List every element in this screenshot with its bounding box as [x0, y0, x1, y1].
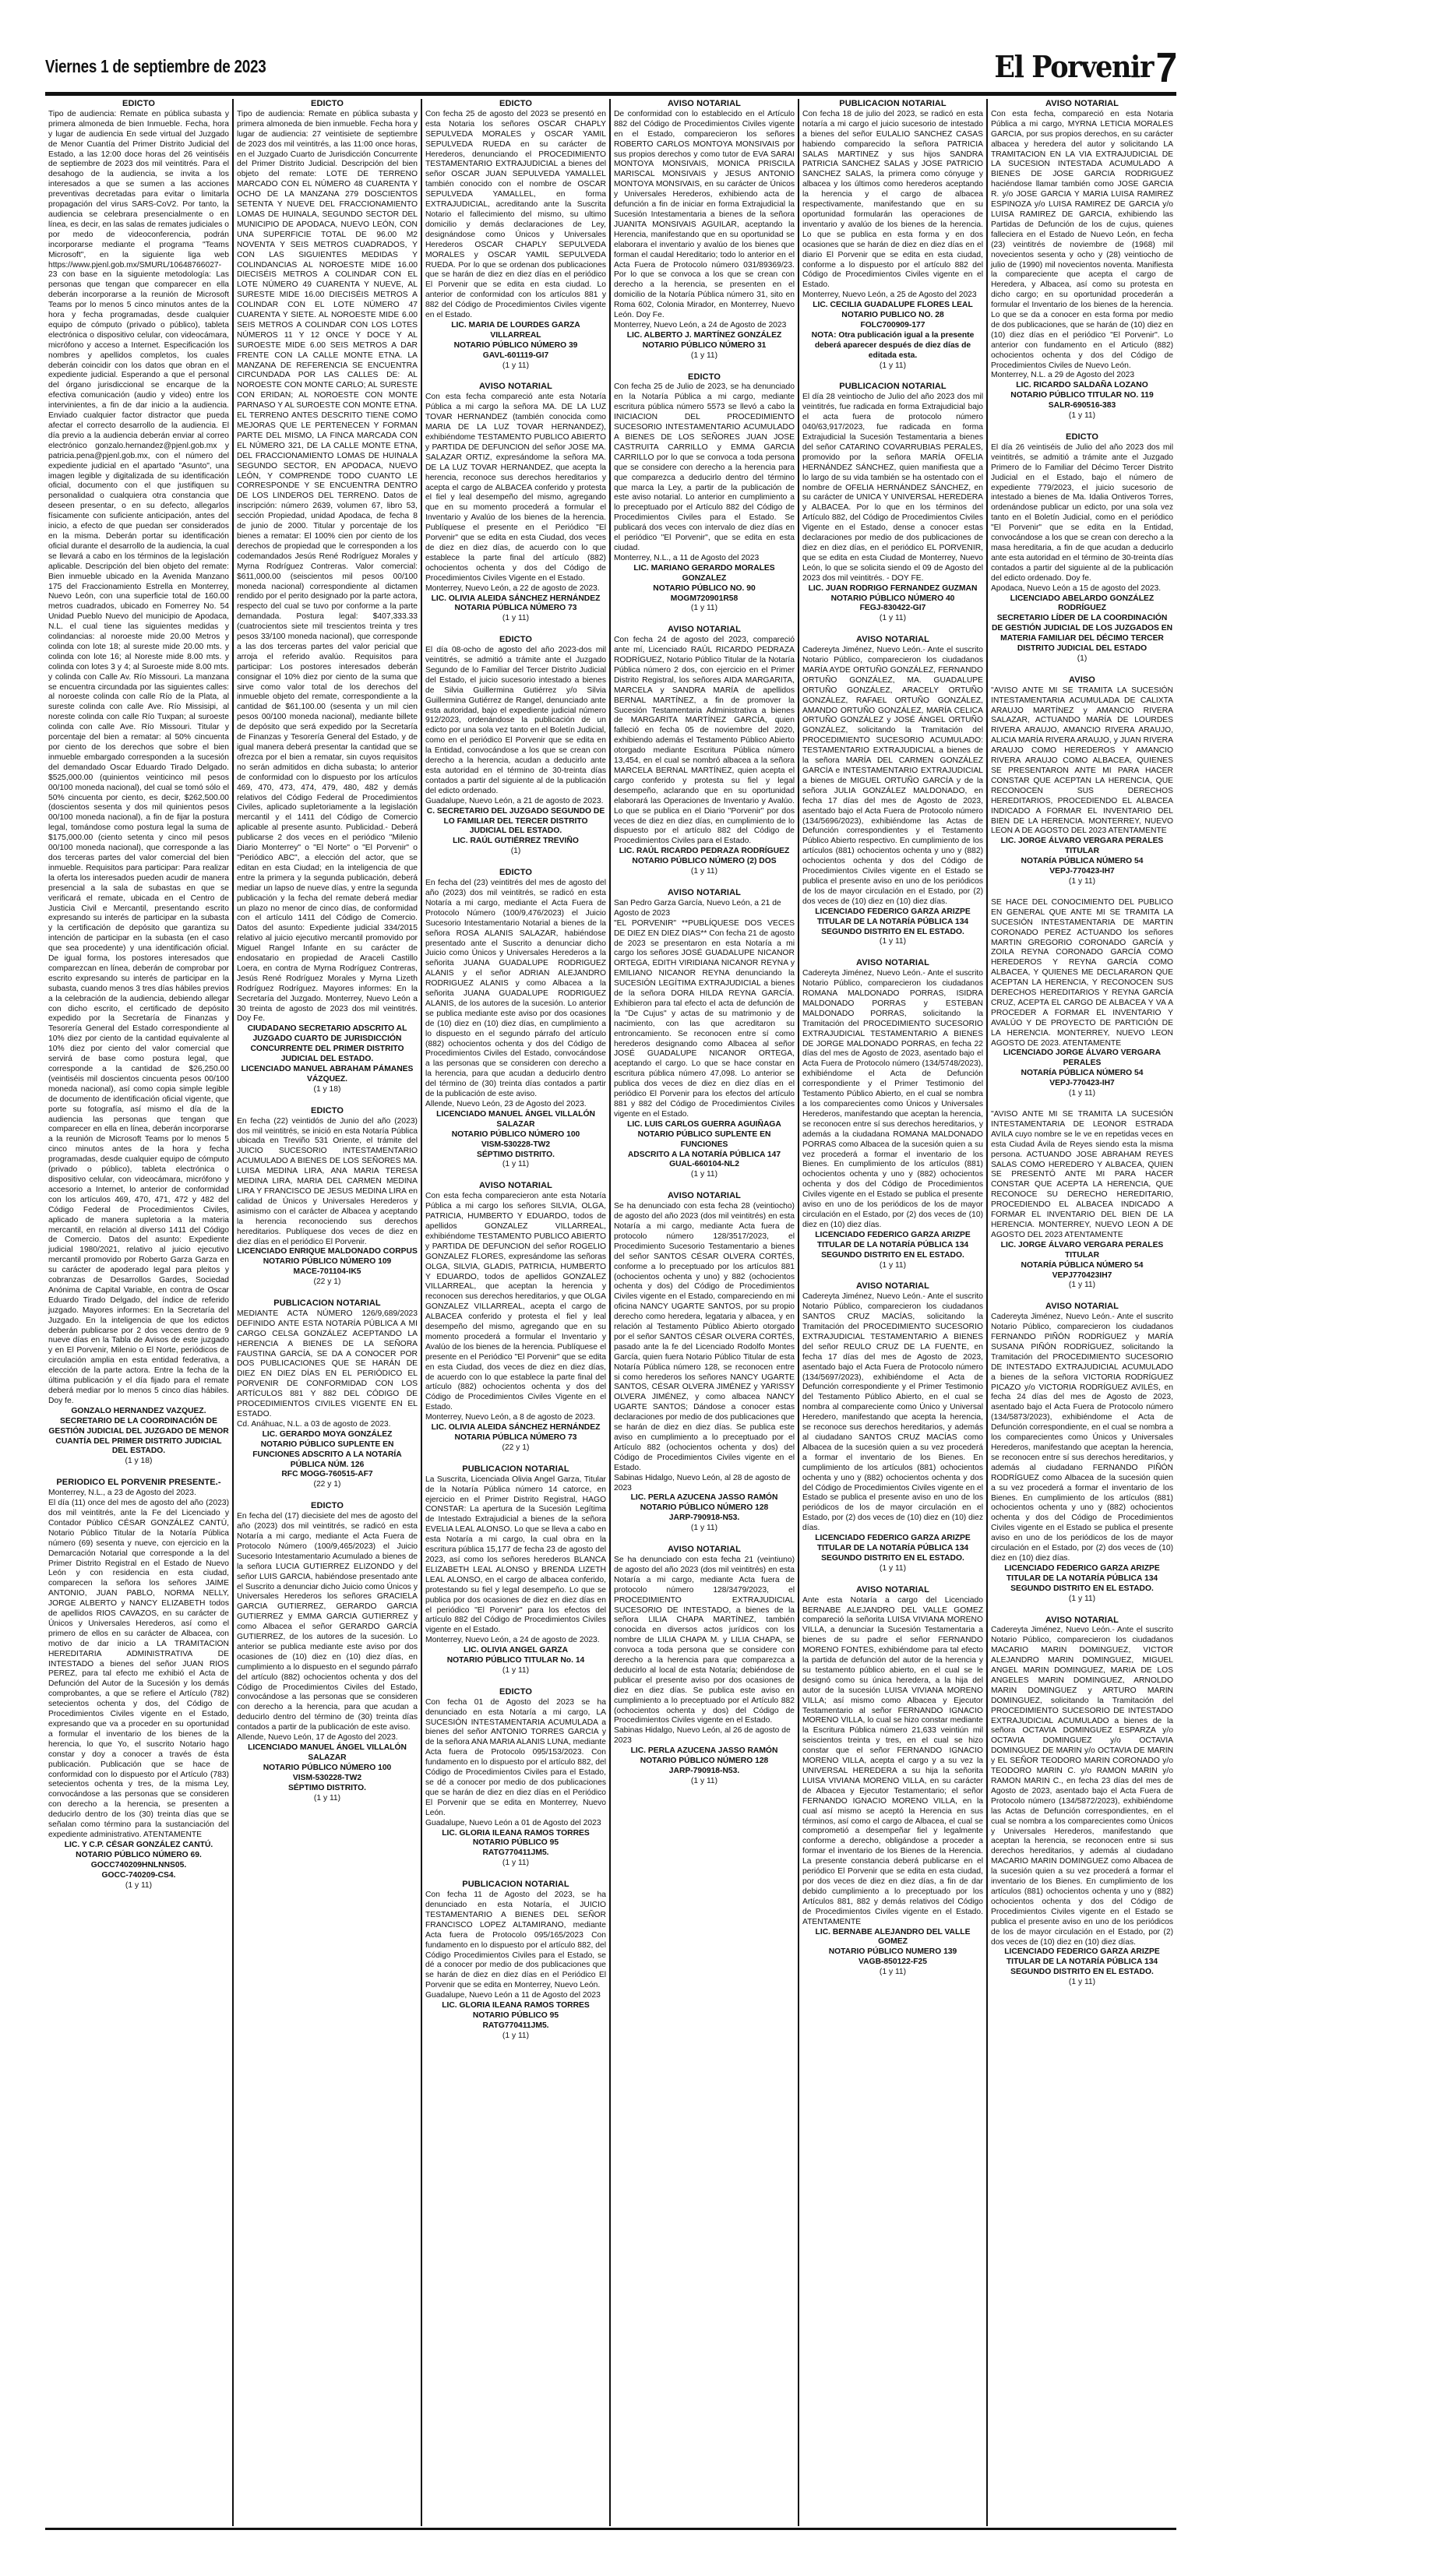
notice-body: Con esta fecha compareció ante esta Notaría Pública a mi cargo la señora MA. DE LA LUZ TOVAR HERNANDEZ (también conocida como MARIA DE LA LUZ TOVAR HERNANDEZ), exhibiéndome TESTAMENTO PUBLICO ABIERTO y PARTIDA DE DEFUNCION del señor JOSE MA. SALAZAR ORTIZ, expresándome la señora MA. DE LA LUZ TOVAR HERNANDEZ, que acepta la herencia, reconoce sus derechos hereditarios y acepta el cargo de ALBACEA conferido y protesta el fiel y leal desempeño del mismo, agregando que en su momento procederá a formular el Inventario y Avalúo de los bienes de la herencia. Publíquese el presente en el Periódico "El Porvenir" que se edita en esta Ciudad, dos veces de diez en diez días, de acuerdo con lo que establece la parte final del artículo (882) ochocientos ochenta y dos del Código de Procedimientos Civiles Vigente en el Estado. — [425, 393, 606, 583]
notice-signature-line: NOTARIO PÚBLICO NÚMERO 100 — [451, 1129, 580, 1139]
legal-notice — [425, 382, 606, 624]
legal-notice — [425, 99, 606, 371]
notice-body: Con fecha 25 de agosto del 2023 se presentó en esta Notaria los señores OSCAR CHAPLY SEPULVEDA MORALES y OSCAR YAMIL SEPULVEDA RUEDA en su carácter de Herederos, denunciando el PROCEDIMIENTO TESTAMENTARIO EXTRAJUDICIAL a bienes del señor OSCAR JUAN SEPULVEDA YAMALLEL también conocido con el nombre de OSCAR SEPULVEDA YAMALLEL, en forma EXTRAJUDICIAL, acreditando ante la Suscrita Notario el fallecimiento del mismo, su ultimo domicilio y demás declaraciones de Ley, designándose como Únicos y Universales Herederos OSCAR CHAPLY SEPULVEDA MORALES y OSCAR YAMIL SEPULVEDA RUEDA. Por lo que se ordenan dos publicaciones que se harán de diez en diez días en el periódico El Porvenir que se edita en esta ciudad. Lo anterior de conformidad con los artículos 881 y 882 del Código de Procedimientos Civiles vigente en el Estado. — [425, 109, 606, 320]
legal-notice — [614, 1545, 795, 1787]
notice-signature-line: RATG770411JM5. — [482, 1848, 549, 1858]
notice-signature-line: ADSCRITO A LA NOTARÍA PÚBLICA 147 — [627, 1150, 781, 1159]
notice-signature-line: LICENCIADO FEDERICO GARZA ARIZPE — [1004, 1563, 1160, 1573]
notice-heading: PUBLICACION NOTARIAL — [839, 382, 947, 392]
notice-signature-line: LICENCIADO FEDERICO GARZA ARIZPE — [815, 1230, 971, 1239]
notice-signature-line: JARP-790918-N53. — [668, 1767, 740, 1775]
notice-heading: EDICTO — [499, 868, 532, 878]
notice-body: Se ha denunciado con esta fecha 21 (veintiuno) de agosto del año 2023 (dos mil veintitrés) en esta Notaría a mi cargo, mediante Acta fuera de protocolo número 128/3479/2023, el PROCEDIMIENTO EXTRAJUDICIAL SUCESORIO DE INTESTADO, a bienes de la señora LILIA CHAPA MARTÍNEZ, también conocida en diversos actos jurídicos con los nombre de LILIA CHAPA M. y LILIA CHAPA, se convoca a toda persona que se considere con derecho a la herencia para que comparezca a deducirlo al local de esta Notaría; debiéndose de publicar el presente aviso por dos ocasiones de diez en diez días. Se publica este aviso en cumplimiento a lo preceptuado por el Artículo 882 (ochocientos ochenta y dos) del Código de Procedimientos Civiles vigente en el Estado. — [614, 1555, 795, 1725]
notice-body: En fecha (22) veintidós de Junio del año (2023) dos mil veintitrés, se inició en esta Notaría Pública ubicada en Treviño 531 Oriente, el trámite del JUICIO SUCESORIO INTESTAMENTARIO ACUMULADO A BIENES DE LOS SEÑORES MA. LUISA MEDINA LIRA, ANA MARIA TERESA MEDINA LIRA, MARIA DEL CARMEN MEDINA LIRA Y FRANCISCO DE JESUS MEDINA LIRA en calidad de Únicos y Universales Herederos y asimismo con el carácter de Albacea y aceptando la herencia reconociendo sus derechos hereditarios. Publíquese dos veces de diez en diez días en el periódico El Porvenir. — [237, 1116, 418, 1246]
notice-signature-line: GAVL-601119-GI7 — [482, 351, 549, 360]
publication-dates: (1 y 11) — [1068, 1978, 1096, 1987]
notice-signature-line: TITULAR DE LA NOTARÍA PÚBLICA 134 — [1006, 1573, 1158, 1583]
notice-signature-line: LIC. RICARDO SALDAÑA LOZANO — [1016, 381, 1148, 390]
notice-signature-line: NOTARIO PÚBLICO NÚMERO 31 — [642, 340, 767, 350]
legal-notice — [802, 635, 983, 947]
notice-place-date: Allende, Nuevo León, 23 de Agosto del 2023. — [425, 1100, 587, 1108]
notice-body: Cadereyta Jiménez, Nuevo León.- Ante el suscrito Notario Público, comparecieron los ciudadanos SANTOS CRUZ MACÍAS, solicitando la Tramitación del PROCEDIMIENTO SUCESORIO EXTRAJUDICIAL TESTAMENTARIO A BIENES del señor REULO CRUZ DE LA FUENTE, en fecha 17 días del mes de Agosto de 2023, asentado bajo el Acta Fuera de Protocolo número (134/5697/2023), exhibiéndome el Acta de Defunción correspondiente y el Primer Testimonio del Testamento Público Abierto, en el cual se nombra al compareciente como Único y Universal Heredero, manifestando que acepta la herencia, se reconoce sus derechos hereditarios, y además al ciudadano SANTOS CRUZ MACÍAS como Albacea de la sucesión quien a su vez procederá a formar el inventario de los Bienes. En cumplimiento de los artículos (881) ochocientos ochenta y uno y (882) ochocientos ochenta y dos del Código de Procedimientos Civiles vigente en el Estado se publica el presente aviso en uno de los periódicos de los de mayor circulación en el Estado, por (2) dos veces de (10) diez en (10) diez días. — [802, 1292, 983, 1533]
notice-heading: EDICTO — [499, 635, 532, 645]
publication-dates: (1 y 11) — [125, 1880, 153, 1890]
column-3 — [422, 99, 611, 2526]
notice-signature-line: NOTARIO PÚBLICO NÚMERO 69. — [76, 1850, 202, 1859]
notice-place-date: Cd. Anáhuac, N.L. a 03 de agosto de 2023. — [237, 1419, 391, 1429]
notice-signature-line: VEPJ-770423-IH7 — [1049, 867, 1115, 876]
notice-place-date: Monterrey, Nuevo León, a 24 de Agosto de 2023 — [614, 320, 787, 329]
notice-signature-line: LIC. RAÚL GUTIÉRREZ TREVIÑO — [453, 837, 579, 846]
notice-place-date: Sabinas Hidalgo, Nuevo León, al 26 de agosto de 2023 — [614, 1726, 791, 1746]
notice-signature-line: NOTARIO PÚBLICO TITULAR NO. 119 — [1010, 391, 1154, 400]
notice-place-date: Monterrey, N.L. a 29 de Agosto del 2023 — [991, 371, 1135, 380]
notice-signature-line: LIC. GERARDO MOYA GONZÁLEZ — [262, 1429, 393, 1439]
legal-notice — [991, 675, 1173, 887]
notice-heading: EDICTO — [688, 372, 721, 382]
publication-dates: (1 y 11) — [1068, 1594, 1096, 1603]
notice-signature-line: LIC. LUIS CARLOS GUERRA AGUIÑAGA — [627, 1119, 781, 1129]
notice-heading: PUBLICACION NOTARIAL — [462, 1880, 569, 1890]
notice-heading: EDICTO — [499, 99, 532, 108]
legal-notice — [802, 1585, 983, 1978]
notice-signature-line: LICENCIADO MANUEL ÁNGEL VILLALÓN SALAZAR — [248, 1743, 407, 1762]
notice-signature-line: LIC. GLORIA ILEANA RAMOS TORRES — [442, 1828, 590, 1838]
notice-signature-line: CIUDADANO SECRETARIO ADSCRITO AL JUZGADO CUARTO DE JURISDICCIÓN CONCURRENTE DEL PRIMER DISTRITO JUDICIAL DEL ESTADO. — [247, 1024, 407, 1064]
notice-body: "AVISO ANTE MI SE TRAMITA LA SUCESIÓN INTESTAMENTARIA ACUMULADA DE CALIXTA ARAUJO MARTÍNEZ y AMANCIO RIVERA SALAZAR, ACTUANDO MARÍA DE LOURDES RIVERA ARAUJO, AMANCIO RIVERA ARAUJO, ALICIA MARÍA RIVERA ARAUJO, y JUAN RIVERA ARAUJO COMO HEREDEROS Y AMANCIO RIVERA ARAUJO COMO ALBACEA, QUIENES SE PRESENTARON ANTE MI PARA HACER CONSTAR QUE ACEPTAN LA HERENCIA, QUE RECONOCEN SUS DERECHOS HEREDITARIOS, PROCEDIENDO EL ALBACEA INDICADO A FORMAR EL INVENTARIO DEL BIEN DE LA HERENCIA. MONTERREY, NUEVO LEON A DE AGOSTO DEL 2023 ATENTAMENTE — [991, 685, 1173, 836]
notice-heading: AVISO NOTARIAL — [1045, 1302, 1119, 1312]
legal-notice — [802, 99, 983, 371]
notice-body: Con fecha 25 de Julio de 2023, se ha denunciado en la Notaría Pública a mi cargo, mediante escritura pública número 5573 se llevó a cabo la INICIACION DEL PROCEDIMIENTO SUCESORIO INTESTAMENTARIO ACUMULADO A BIENES DE LOS SEÑORES JUAN JOSE CASTRUITA CARRILLO y EMMA GARCIA CARRILLO por lo que se convoca a toda persona que se considere con derecho a la herencia para que comparezca a deducirlo dentro del término que marca la Ley, a partir de la publicación de este aviso notarial. Lo anterior en cumplimiento a lo preceptuado por el Artículo 882 del Código de Procedimientos Civiles para el Estado. Se publicará dos veces con intervalo de diez días en el periódico "El Porvenir", que se edita en esta ciudad. — [614, 382, 795, 552]
column-2 — [234, 99, 422, 2526]
notice-signature-line: NOTA: Otra publicación igual a la presente deberá aparecer después de diez días de editada esta. — [811, 330, 975, 360]
notice-signature-line: LIC. BERNABE ALEJANDRO DEL VALLE GOMEZ — [815, 1927, 971, 1947]
notice-signature-line: LIC. GLORIA ILEANA RAMOS TORRES — [442, 2001, 590, 2010]
notice-signature-line: GOCC740209HNLNNS05. — [90, 1860, 187, 1869]
notice-signature-line: NOTARÍA PÚBLICA NÚMERO 54 — [1021, 1069, 1144, 1078]
notice-signature-line: TITULAR DE LA NOTARÍA PÚBLICA 134 — [816, 1543, 969, 1552]
publication-dates: (22 y 1) — [313, 1277, 341, 1287]
legal-notice — [802, 382, 983, 624]
notice-signature-line: NOTARIO PÚBLICO 95 — [472, 1838, 559, 1848]
publication-dates: (1 y 11) — [1068, 1089, 1096, 1098]
publication-dates: (1 y 11) — [879, 614, 907, 623]
notice-heading: EDICTO — [311, 99, 344, 108]
notice-place-date: Monterrey, Nuevo León, a 22 de agosto de 2023. — [425, 583, 600, 593]
legal-notice — [425, 635, 606, 857]
notice-body: Con fecha 24 de agosto del 2023, compareció ante mí, Licenciado RAÚL RICARDO PEDRAZA RODRÍGUEZ, Notario Público Titular de la Notaría Pública número 2 dos, con ejercicio en el Primer Distrito Registral, los señores AIDA MARGARITA, MARCELA y SANDRA MARÍA de apellidos BERNAL MARTÍNEZ, a fin de promover la Sucesión Testamentaria Administrativa a bienes de MARGARITA MARTÍNEZ GARCÍA, quien falleció en fecha 05 de noviembre del 2020, exhibiendo además el Testamento Público Abierto otorgado mediante Escritura Pública número 13,454, en el cual se nombró albacea a la señora MARCELA BERNAL MARTÍNEZ, quien acepta el cargo conferido y protesta su fiel y legal desempeño, aclarando que en su oportunidad elaborará las Operaciones de Inventario y Avalúo. Lo que se publica en el Diario "Porvenir" por dos veces de diez en diez días, en cumplimiento de lo dispuesto por el artículo 882 del Código de Procedimientos Civiles para el Estado. — [614, 636, 795, 846]
notice-signature-line: NOTARIA PÚBLICA NÚMERO 73 — [454, 604, 577, 613]
notice-signature-line: MOGM720901R58 — [670, 594, 739, 603]
notice-signature-line: NOTARIO PÚBLICO NÚMERO 128 — [640, 1503, 769, 1513]
legal-notice — [425, 1687, 606, 1869]
notice-body: La Suscrita, Licenciada Olivia Angel Garza, Titular de la Notaría Pública número 14 catorce, en ejercicio en el Primer Distrito Registral, HAGO CONSTAR: La apertura de la Sucesión Legítima de Intestado Extrajudicial a bienes de la señora EVELIA LEAL ALONSO. Lo que se lleva a cabo en esta Notaría a mi cargo, la cual obra en la escritura pública 15,177 de fecha 23 de agosto del 2023, así como los señores herederos BLANCA ELIZABETH LEAL ALONSO y BRENDA LIZETH LEAL ALONSO, en el cargo de albacea conferido, protestando su fiel y legal desempeño. Lo que se publica por dos ocasiones de diez en diez días en el periódico "El Porvenir" para los efectos del artículo 882 del Código de Procedimientos Civiles vigente en el Estado. — [425, 1475, 606, 1635]
notice-place-date: Allende, Nuevo León, 17 de Agosto del 2023. — [237, 1733, 398, 1743]
notice-place-date: Guadalupe, Nuevo León a 11 de Agosto del 2023 — [425, 1991, 601, 2000]
notice-signature-line: TITULAR DE LA NOTARÍA PÚBLICA 134 — [1006, 1958, 1158, 1967]
legal-notice — [614, 372, 795, 615]
masthead — [45, 37, 1176, 93]
notice-signature-line: FOLC700909-177 — [860, 320, 925, 329]
notice-signature-line: NOTARIO PÚBLICO NO. 90 — [653, 583, 756, 593]
publication-dates: (1 y 18) — [125, 1457, 153, 1466]
notice-heading: AVISO — [1069, 675, 1095, 685]
notice-body: El día 28 veintiocho de Julio del año 2023 dos mil veintitrés, fue radicada en forma Extrajudicial bajo el acta fuera de protocolo número 040/63,917/2023, fue radicada en forma Extrajudicial la Sucesión Testamentaria a bienes del señor CATARINO COVARRUBIAS PERALES, promovido por la señora MARÍA OFELIA HERNÁNDEZ SÁNCHEZ, quien manifiesta que a lo largo de su vida también se ha ostentado con el nombre de OFELIA HERNÁNDEZ SÁNCHEZ, en su carácter de UNICA Y UNIVERSAL HEREDERA y ALBACEA. Por lo que en los términos del Artículo 882, del Código de Procedimientos Civiles Vigente en el Estado, dense a conocer estas declaraciones por medio de dos publicaciones de diez en diez días, en el periódico EL PORVENIR, que se edita en esta Ciudad de Monterrey, Nuevo León, lo que se solicita siendo el 09 de Agosto del 2023 dos mil veintitrés. - DOY FE. — [802, 393, 983, 583]
notice-signature-line: SEGUNDO DISTRITO EN EL ESTADO. — [821, 1553, 964, 1563]
column-6 — [988, 99, 1176, 2526]
notice-place-date: Sabinas Hidalgo, Nuevo León, al 28 de agosto de 2023 — [614, 1473, 791, 1492]
notice-signature-line: LIC. PERLA AZUCENA JASSO RAMÓN — [630, 1493, 778, 1503]
legal-notice — [991, 99, 1173, 421]
notice-signature-line: NOTARIO PÚBLICO NÚMERO 100 — [263, 1763, 392, 1772]
notice-signature-line: NOTARIO PÚBLICO 95 — [472, 2010, 559, 2020]
publication-dates: (1 y 11) — [690, 1776, 718, 1785]
notice-signature-line: NOTARIO PÚBLICO NÚMERO 40 — [830, 594, 955, 603]
notice-heading: AVISO NOTARIAL — [668, 625, 741, 635]
notice-body: El día (11) once del mes de agosto del año (2023) dos mil veintitrés, ante la Fe del Licenciado y Contador Público CÉSAR GONZÁLEZ CANTÚ, Notario Público Titular de la Notaría Pública número (69) sesenta y nueve, con ejercicio en la Demarcación Notarial que corresponde a la del Primer Distrito Registral en el Estado de Nuevo León y con residencia en esta ciudad, comparecen la señora los señores JAIME ANTONIO, JUAN PABLO, NORMA NELLY, JORGE ALBERTO y NANCY ELIZABETH todos de apellidos RIOS CAVAZOS, en su carácter de Únicos y Universales Herederos, así como el primero de ellos en su carácter de Albacea, con motivo de dar inicio a LA TRAMITACION HEREDITARIA ADMINISTRATIVA DE INTESTADO a bienes del señor JUAN RIOS PEREZ, para tal efecto me exhibió el Acta de Defunción del Autor de la Sucesión y los demás comprobantes, a que se refiere el Artículo (782) setecientos ochenta y dos, del Código de Procedimientos Civiles vigente en el Estado, expresando que va a proceder en su oportunidad a formular el inventario de los bienes de la herencia, lo que Yo, el suscrito Notario hago constar y doy a conocer a través de ésta publicación. Publicación que se hace de conformidad con lo dispuesto por el Artículo (783) setecientos ochenta y tres, de la misma Ley, convocándose a las personas que se consideren con derecho a la herencia, se presenten a deducirlo dentro de los (30) treinta días que se señalan como término para la sustanciación del expediente administrativo. ATENTAMENTE — [48, 1499, 229, 1839]
notice-signature-line: LIC. CECILIA GUADALUPE FLORES LEAL — [813, 301, 973, 310]
notice-signature-line: TITULAR — [1064, 1250, 1100, 1260]
notice-body: "AVISO ANTE MI SE TRAMITA LA SUCESIÓN INTESTAMENTARIA DE LEONOR ESTRADA AVILA cuyo nombre se le ve en repetidas veces en esta Ciudad Ávila de Reyes siendo esta la misma persona. ACTUANDO JOSE ABRAHAM REYES SALAS COMO HEREDERO Y ALBACEA, QUIEN SE PRESENTÓ ANTE MI PARA HACER CONSTAR QUE ACEPTA LA HERENCIA, QUE RECONOCE SU DERECHO HEREDITARIO, PROCEDIENDO EL ALBACEA INDICADO A FORMAR EL INVENTARIO DEL BIEN DE LA HERENCIA. MONTERREY, NUEVO LEON A DE AGOSTO DEL 2023 ATENTAMENTE — [991, 1110, 1173, 1239]
notice-signature-line: LICENCIADO MANUEL ABRAHAM PÁMANES VÁZQUEZ. — [241, 1065, 414, 1084]
notice-signature-line: GOCC-740209-CS4. — [101, 1870, 176, 1880]
notice-signature-line: LIC. MARIA DE LOURDES GARZA VILLARREAL — [451, 320, 580, 340]
publication-dates: (1 y 11) — [879, 361, 907, 370]
notice-place-date: Monterrey, Nuevo León, a 24 de agosto de 2023. — [425, 1636, 600, 1645]
legal-notice — [237, 1299, 418, 1490]
notice-place-date: Monterrey, Nuevo León, a 25 de Agosto del 2023 — [802, 291, 977, 300]
notice-signature-line: FEGJ-830422-GI7 — [859, 604, 926, 613]
notice-signature-line: SECRETARIO DE LA COORDINACIÓN DE GESTIÓN JUDICIAL DEL JUZGADO DE MENOR CUANTÍA DEL PRIMER DISTRITO JUDICIAL DEL ESTADO. — [48, 1416, 229, 1456]
notice-signature-line: LICENCIADO FEDERICO GARZA ARIZPE — [815, 1534, 971, 1543]
publication-dates: (1 y 11) — [879, 1563, 907, 1573]
legal-notice — [425, 1181, 606, 1453]
notice-body: El día 08-ocho de agosto del año 2023-dos mil veintitrés, se admitió a trámite ante el Juzgado Segundo de lo Familiar del Tercer Distrito Judicial del Estado, el juicio sucesorio intestado a bienes de Silvia Guillermina Gutiérrez y/o Silvia Guillermina Gutiérrez de Rangel, denunciado ante esta autoridad, bajo el expediente judicial número 912/2023, ordenándose la publicación de un edicto por una sola vez tanto en el Boletín Judicial, como en el periódico El Porvenir que se edita en la Entidad, convocándose a los que se crean con derecho a la herencia, acudan a deducirlo ante esta autoridad en el término de 30-treinta días contados a partir del siguiente al de la publicación del edicto ordenado. — [425, 646, 606, 795]
notice-signature-line: LIC. Y C.P. CÉSAR GONZÁLEZ CANTÚ. — [64, 1840, 213, 1849]
notice-body: El día 26 veintiséis de Julio del año 2023 dos mil veintitrés, se admitió a trámite ante el Juzgado Primero de lo Familiar del Décimo Tercer Distrito Judicial en el Estado, bajo el número de expediente 779/2023, el juicio sucesorio de intestado a bienes de Ma. Idalia Ontiveros Torres, ordenándose publicar un edicto, por una sola vez tanto en el Boletín Judicial, como en el periódico "El Porvenir" que se edita en la Entidad, convocándose a los que se crean con derecho a la masa hereditaria, a fin de que acudan a deducirlo ante esta autoridad en el término de 30-treinta días contados a partir del siguiente al de la publicación del edicto ordenado. Doy fe. — [991, 442, 1173, 583]
notice-place-date: Monterrey, N.L., a 11 de Agosto del 2023 — [614, 553, 760, 562]
notice-body: Con esta fecha, compareció en esta Notaria Pública a mi cargo, MYRNA LETICIA MORALES GARCIA, por sus propios derechos, en su carácter albacea y heredera del autor y solicitando LA TRAMITACION EN LA VIA EXTRAJUDICIAL DE LA SUCESION INTESTADA ACUMULADO A BIENES DE JOSE GARCIA RODRIGUEZ haciéndose llamar también como JOSE GARCIA R. y/o JOSE GARCIA Y MARIA LUISA RAMIREZ ESPINOZA y/o LUISA RAMIREZ DE GARCIA y/o LUISA RAMIREZ DE GARCIA, exhibiendo las Partidas de Defunción de los de cujus, quienes falleciera en el Estado de Nuevo León, en fecha (23) veintitrés de noviembre de (1968) mil novecientos sesenta y ocho y (28) veintiocho de julio de (1990) mil novecientos noventa. Manifiesta la compareciente que acepta el cargo de Heredera, y Albacea, así como su protesta en dicho cargo; en su oportunidad procederán a formular el Inventario de los bienes de la herencia. Lo que se da a conocer en esta forma por medio de dos publicaciones, que se harán de (10) diez en (10) diez días en el periódico "El Porvenir". Lo anterior con fundamento en el Articulo (882) ochocientos ochenta y dos del Código de Procedimientos Civiles de Nuevo León. — [991, 109, 1173, 370]
notice-signature-line: LICENCIADO FEDERICO GARZA ARIZPE — [1004, 1947, 1160, 1957]
notice-body: Ante esta Notaría a cargo del Licenciado BERNABE ALEJANDRO DEL VALLE GOMEZ compareció la señorita LUISA VIVIANA MORENO VILLA, a denunciar la Sucesión Testamentaria a bienes de su padre el señor FERNANDO MORENO FONTES, exhibiéndome para tal efecto la partida de defunción del autor de la herencia y su testamento público abierto, en el cual se le designó como su única heredera, a la hija del autor de la sucesión LUISA VIVIANA MORENO VILLA; así mismo como Albacea y Ejecutor Testamentario al señor FERNANDO IGNACIO MORENO VILLA, lo cual se hizo constar mediante la Escritura Pública número 21,633 veintiún mil seiscientos treinta y tres, en el cual se hizo constar que el señor FERNANDO IGNACIO MORENO VILLA, acepta el cargo y a su vez la UNIVERSAL HEREDERA a su hija la señorita LUISA VIVIANA MORENO VILLA, en su carácter de Albacea y Ejecutor Testamentario; el señor FERNANDO IGNACIO MORENO VILLA, en la cual así mismo se aceptó la Herencia en sus términos, así como el cargo de Albacea, el cual se comprometió a desempeñar fiel y legalmente conforme a derecho, obligándose a proceder a formar el inventario de los Bienes de la Herencia. La presente constancia deberá publicarse en el periódico El Porvenir que se edita en esta ciudad, por dos veces de diez en diez días, a fin de dar debido cumplimiento a lo preceptuado por los Artículos 881, 882 y demás relativos del Código de Procedimientos Civiles vigente en el Estado. ATENTAMENTE — [802, 1595, 983, 1926]
notice-signature-line: LIC. OLIVIA ANGEL GARZA — [463, 1646, 569, 1655]
legal-notice — [237, 1501, 418, 1803]
notice-signature-line: TITULAR DE LA NOTARÍA PÚBLICA 134 — [816, 917, 969, 926]
notice-signature-line: SALR-690516-383 — [1048, 401, 1116, 411]
notice-signature-line: LIC. PERLA AZUCENA JASSO RAMÓN — [630, 1746, 778, 1756]
notice-heading: PUBLICACION NOTARIAL — [462, 1464, 569, 1474]
notice-signature-line: VEPJ770423IH7 — [1052, 1270, 1112, 1280]
notice-signature-line: LICENCIADO ENRIQUE MALDONADO CORPUS — [237, 1247, 418, 1256]
notice-body: Con fecha 01 de Agosto del 2023 se ha denunciado en esta Notaría a mi cargo, LA SUCESIÓN INTESTAMENTARIA ACUMULADA a bienes del señor ANTONIO TORRES GARCIA y de la señora ANA MARIA ALANIS LUNA, mediante Acta fuera de Protocolo 095/153/2023. Con fundamento en lo dispuesto por el artículo 882, del Código de Procedimientos Civiles para el Estado, se dé a conocer por medio de dos publicaciones que se harán de diez en diez días en el Periódico El Porvenir que se edita en Monterrey, Nuevo León. — [425, 1697, 606, 1817]
notice-body: Tipo de audiencia: Remate en pública subasta y primera almoneda de bien Inmueble. Fecha, hora y lugar de audiencia En sede virtual del Juzgado de Menor Cuantía del Primer Distrito Judicial del Estado, a las 12:00 doce horas del 26 veintiséis de septiembre de 2023 dos mil veintitrés. Para el desahogo de la audiencia, se invita a los interesados a que se sumen a las acciones preventivas decretadas para evitar o limitarla propagación del virus SARS-CoV2. Por tanto, la audiencia se celebrara presencialmente o en línea, es decir, en las salas de remates judiciales o por medo de videoconferencia, podrán incorporarse mediante el programa "Teams Microsoft", en la siguiente liga web https://www.pjenl.gob.mx/SMURL/10648766027-23 con base en la siguiente metodología: Las personas que tengan que comparecer en ella deberán incorporarse a la reunión de Microsoft Teams por lo menos 5 cinco minutos antes de la hora y fecha programadas, desde cualquier equipo de cómputo (privado o público), tableta electrónica o dispositivo celular, con videocámara, micrófono y acceso a Internet. Especificación los nombres y apellidos completos, los cuales deberán coincidir con los datos que obran en el expediente judicial. Esperando a que el personal del órgano jurisdiccional se encarque de la efectiva comunicación (audio y video) entre los intervinientes, a fin de dar inicio a la audiencia. Enviado cualquier factor distractor que pueda afectar el correcto desarrollo de la audiencia. El día previo a la audiencia deberán enviar al correo electrónico gonzalo.hernandez@pjenl.gob.mx y patricia.pena@pjenl.gob.mx, con el número del expediente judicial en el apartado "Asunto", una imagen legible y digitalizada de su identificación oficial, documento con el que justifiquen su personalidad o cualquiera otra constancia que deseen presentar, o en su defecto, allegarlos físicamente con suficiente anticipación, antes del inicio, a efecto de que puedan ser considerados en la misma. Deberán portar su identificación oficial durante el desarrollo de la audiencia, la cual se llevará a cabo en los términos de la legislación aplicable. Descripción del bien objeto del remate: Bien inmueble ubicado en la Avenida Manzano 175 del Fraccionamiento Estrella en Monterrey, Nuevo León, con una superficie total de 160.00 metros cuadrados, ubicado en Fomerrey No. 54 Unidad Pueblo Nuevo del municipio de Apodaca, N.L. el cual tiene las siguientes medidas y colindancias: al noroeste mide 20.00 Metros y colinda con lote 18; al sureste mide 20.00 mts. y colinda con lote 16; al Noreste mide 8.00 mts. y colinda con lotes 3 y 4; al Suroeste mide 8.00 mts. y colinda con Calle Av. Río Missouri. La manzana se encuentra circundada por las siguientes calles: al noroeste colinda con calle Río de la Plata, al sureste colinda con calle Ave. Río Missisipi, al noreste colinda con calle Río Tuxpan; al suroeste colinda con calle Ave. Río Missouri. Titular y porcentaje del bien a rematar: al 50% cincuenta por ciento de los derechos que sobre el bien inmueble embargado corresponden a la sucesión del demandado Oscar Eduardo Tirado Delgado. $525,000.00 (quinientos veinticinco mil pesos 00/100 moneda nacional), del cual se tomó sólo el 50% cincuenta por ciento, es decir, $262,500.00 (doscientos sesenta y dos mil quinientos pesos 00/100 moneda nacional), a fin de fijar la postura legal, tomándose como postura legal la suma de $175,000.00 (ciento setenta y cinco mil pesos 00/100 moneda nacional), que corresponde a las dos terceras partes del valor comercial del bien inmueble. Requisitos para participar: Para realizar la oferta los interesados pueden acudir de manera presencial a la sala de subastas en que se verificará el remate, ubicada en el Centro de Justicia Civil e Mercantil, presentando escrito expresando su interés de participar en la subasta y la certificación de depósito que garantiza su intención de participar en la subasta (en el caso que sea procedente) y una identificación oficial. De igual forma, los postores interesados que comparezcan en línea, deberán de comprobar por escrito expresando su interés de participar en la subasta, cuando menos 3 tres días hábiles previos a la celebración de la audiencia, debiendo allegar con dicho escrito, el certificado de depósito expedido por la Secretaría de Finanzas y Tesorería General del Estado correspondiente al 10% diez por ciento de la cantidad equivalente al 10% diez por ciento del valor comercial que servirá de base como postura legal, que corresponde a la cantidad de $26,250.00 (veintiséis mil doscientos cincuenta pesos 00/100 moneda nacional), así como copia simple legible de documento de identificación oficial vigente, que porte su fotografía, así mismo el día de la audiencia las personas que tengan que comparecer en ella en línea, deberán incorporarse a la reunión de Microsoft Teams por lo menos 5 cinco minutos antes de la hora y fecha programadas, desde cualquier equipo de cómputo (privado o público), tableta electrónica o dispositivo celular, con videocámara, micrófono y accesorio a Internet, lo anterior de conformidad con los artículos 469, 470, 471, 472 y 482 del Código Federal de Procedimientos Civiles, aplicado de manera supletoria a la materia mercantil, en relación al diverso 1411 del Código de Comercio. Datos del asunto: Expediente judicial 1980/2021, relativo al juicio ejecutivo mercantil promovido por Roberto Garza Garza en su carácter de apoderado legal para pleitos y cobranzas de Desarrollos Gardes, Sociedad Anónima de Capital Variable, en contra de Oscar Eduardo Tirado Delgado, del índice de referido juzgado. Mayores informes: En la Secretaría del Juzgado. En la inteligencia de que los edictos deberán publicarse por 2 dos veces dentro de 9 nueve días en la Tabla de Avisos de este juzgado y en El Porvenir, Milenio o El Norte, periódicos de circulación amplia en esta entidad federativa, a elección de la parte actora. Entre la fecha de la última publicación y el día fijado para el remate deberá mediar por lo menos 5 cinco días hábiles. Doy fe. — [48, 109, 229, 1405]
notice-heading: AVISO NOTARIAL — [1045, 1615, 1119, 1625]
notice-signature-line: NOTARIO PÚBLICO NÚMERO 128 — [640, 1757, 769, 1766]
notice-signature-line: VISM-530228-TW2 — [481, 1140, 551, 1149]
notice-signature-line: RATG770411JM5. — [482, 2021, 549, 2030]
notice-heading: AVISO NOTARIAL — [668, 99, 741, 108]
notice-body: Cadereyta Jiménez, Nuevo León.- Ante el suscrito Notario Público, comparecieron los ciudadanos MACARIO MARIN DOMINGUEZ, VICTOR ALEJANDRO MARIN DOMINGUEZ, MIGUEL ANGEL MARIN DOMINGUEZ, MARIA DE LOS ANGELES MARIN DOMINGUEZ, ARNOLDO MARIN DOMINGUEZ y ARTURO MARIN DOMINGUEZ, solicitando la Tramitación del PROCEDIMIENTO SUCESORIO DE INTESTADO EXTRAJUDICIAL ACUMULADO a bienes de la señora OCTAVIA DOMINGUEZ ESPARZA y/o OCTAVIA DOMINGUEZ y/o OCTAVIA DOMINGUEZ DE MARIN y/o OCTAVIA DE MARIN y EL SEÑOR TEODORO MARIN CORONADO y/o TEODORO MARIN C. y/o RAMON MARIN y/o RAMON MARIN C., en fecha 23 días del mes de Agosto de 2023, asentado bajo el Acta Fuera de Protocolo número (134/5872/2023), exhibiéndome las Actas de Defunción correspondientes, en el cual se nombra a los comparecientes como Únicos y Universales Herederos, manifestando que aceptan la herencia, se reconocen entre si sus derechos hereditarios, y además al ciudadano MACARIO MARIN DOMINGUEZ como Albacea de la sucesión quien a su vez procederá a formar el inventario de los Bienes. En cumplimiento de los artículos (881) ochocientos ochenta y uno y (882) ochocientos ochenta y dos del Código de Procedimientos Civiles vigente en el Estado se publica el presente aviso en uno de los periódicos de los de mayor circulación en el Estado, por (2) dos veces de (10) diez en (10) diez días. — [991, 1626, 1173, 1947]
notice-body: Cadereyta Jiménez, Nuevo León.- Ante el suscrito Notario Público, comparecieron los ciudadanos MARÍA AYDE ORTUÑO GONZÁLEZ, FERNANDO ORTUÑO GONZÁLEZ, MA. GUADALUPE ORTUÑO GONZÁLEZ, ARACELY ORTUÑO GONZÁLEZ, RAFAEL ORTUÑO GONZÁLEZ, AMANDO ORTUÑO GONZÁLEZ, MARÍA CELICA ORTUÑO GONZÁLEZ y JOSÉ ÁNGEL ORTUÑO GONZÁLEZ, solicitando la Tramitación del PROCEDIMIENTO SUCESORIO ACUMULADO: TESTAMENTARIO EXTRAJUDICIAL a bienes de la señora MARÍA DEL CARMEN GONZÁLEZ GARCÍA e INTESTAMENTARIO EXTRAJUDICIAL a bienes de MIGUEL ORTUÑO GARCÍA y de la señora JULIA GONZÁLEZ MALDONADO, en fecha 17 días del mes de Agosto de 2023, asentado bajo el Acta Fuera de Protocolo número (134/5696/2023), exhibiéndome las Actas de Defunción correspondientes y el Testamento Público Abierto respectivo. En cumplimiento de los artículos (881) ochocientos ochenta y uno y (882) ochocientos ochenta y dos del Código de Procedimientos Civiles vigente en el Estado se publica el presente aviso en uno de los periódicos de los de mayor circulación en el Estado, por (2) dos veces de (10) diez en (10) diez días. — [802, 646, 983, 906]
notice-body: De conformidad con lo establecido en el Artículo 882 del Código de Procedimientos Civiles vigente en el Estado, comparecieron los señores ROBERTO CARLOS MONTOYA MONSIVAIS por sus propios derechos y como tutor de EVA SARAI MONTOYA MONSIVAIS, MONICA PRISCILA MARISCAL MONSIVAIS y JESUS ANTONIO MONTOYA MONSIVAIS, en su carácter de Únicos y Universales Herederos, exhibiendo acta de defunción a fin de iniciar en forma Extrajudicial la Sucesión Intestamentaria a bienes de la señora JUANITA MONSIVAIS AGUILAR, aceptando la Herencia, manifestando que en su oportunidad se elaborara el inventario y avalúo de los bienes que forman el caudal Hereditario; todo lo anterior en el Acta Fuera de Protocolo número 031/89369/23. Por lo que se convoca a los que se crean con derecho a la herencia, se presenten en el domicilio de la Notaría Pública número 31, sito en Roma 602, Colonia Mirador, en Monterrey, Nuevo León. Doy Fe. — [614, 109, 795, 320]
notice-signature-line: SEGUNDO DISTRITO EN EL ESTADO. — [821, 927, 964, 936]
publication-dates: (1 y 11) — [879, 1968, 907, 1977]
notice-place-date: Apodaca, Nuevo León a 15 de agosto del 2023. — [991, 583, 1162, 593]
notice-signature-line: NOTARIO PÚBLICO NÚMERO 39 — [453, 340, 578, 350]
notices-grid — [45, 99, 1176, 2526]
notice-signature-line: NOTARIO PÚBLICO SUPLENTE EN FUNCIONES ADSCRITO A LA NOTARÍA PÚBLICA NÚM. 126 — [252, 1440, 402, 1469]
legal-notice — [425, 868, 606, 1170]
publication-dates: (1 y 11) — [502, 2031, 530, 2040]
notice-heading: AVISO NOTARIAL — [668, 1545, 741, 1555]
notice-heading: AVISO NOTARIAL — [856, 1281, 929, 1292]
notice-signature-line: NOTARIO PÚBLICO NÚMERO 109 — [263, 1257, 392, 1267]
newspaper-logo — [994, 39, 1176, 91]
publication-dates: (1 y 11) — [1068, 1281, 1096, 1290]
publication-dates: (1 y 11) — [502, 361, 530, 370]
publication-dates: (22 y 1) — [502, 1443, 530, 1452]
notice-heading: EDICTO — [311, 1501, 344, 1511]
notice-body: "EL PORVENIR" **PUBLÍQUESE DOS VECES DE DIEZ EN DIEZ DIAS** Con fecha 21 de agosto de 2023 se presentaron en esta Notaría a mi cargo los señores JOSÉ GUADALUPE NICANOR ORTEGA, EDITH VIRIDIANA NICANOR REYNA y EMILIANO NICANOR REYNA denunciando la SUCESIÓN LEGÍTIMA EXTRAJUDICIAL a bienes de la señora DORA HILDA REYNA GARCÍA. Exhibieron para tal efecto el acta de defunción de la "De Cujus" y actas de su matrimonio y de nacimiento, con las que acreditaron su entroncamiento. Se reconocen entre sí como herederos designando como Albacea al señor JOSÉ GUADALUPE NICANOR ORTEGA, aceptando el cargo. Lo que se hace constar en escritura pública número 47,098. Lo anterior se publica dos veces de diez en diez días en el periódico El Porvenir para los efectos del artículo 881 y 882 del Código de Procedimientos Civiles vigente en el Estado. — [614, 918, 795, 1119]
legal-notice — [48, 1478, 229, 1891]
notice-signature-line: LIC. JUAN RODRIGO FERNANDEZ GUZMAN — [808, 583, 978, 593]
notice-body: En fecha del (17) diecisiete del mes de agosto del año (2023) dos mil veintitrés, se radicó en esta Notaría a mi cargo, mediante el Acta Fuera de Protocolo Número (100/9,465/2023) el Juicio Sucesorio Intestamentario Acumulado a bienes de la señora LUCIA GUTIERREZ ELIZONDO y del señor LUIS GARCIA, habiéndose presentado ante el Suscrito a denunciar dicho Juicio como Únicos y Universales Herederos los señores GRACIELA GARCIA GUTIERREZ, GERARDO GARCIA GUTIERREZ y EMMA GARCIA GUTIERREZ y como Albacea el señor GERARDO GARCÍA GUTIERREZ, de los autores de la sucesión. Lo anterior se publica mediante este aviso por dos ocasiones de (10) diez en (10) diez días, en cumplimiento a lo dispuesto en el segundo párrafo del artículo (882) ochocientos ochenta y dos del Código de Procedimientos Civiles del Estado, convocándose a las personas que se consideren con derecho a la herencia, para que acudan a deducirlo dentro del término de (30) treinta días contados a partir de la publicación de este aviso. — [237, 1512, 418, 1732]
publication-dates: (1 y 11) — [690, 867, 718, 876]
notice-signature-line: LIC. OLIVIA ALEIDA SÁNCHEZ HERNÁNDEZ — [431, 594, 601, 603]
notice-heading: EDICTO — [1066, 432, 1098, 442]
issue-date: Viernes 1 de septiembre de 2023 — [45, 56, 266, 76]
publication-dates: (1 y 11) — [502, 614, 530, 623]
notice-place-date: Guadalupe, Nuevo León a 01 de Agosto del 2023 — [425, 1818, 601, 1827]
notice-signature-line: LIC. JORGE ÁLVARO VERGARA PERALES — [1000, 837, 1164, 846]
notice-signature-line: TITULAR DE LA NOTARÍA PÚBLICA 134 — [816, 1240, 969, 1249]
notice-body: Tipo de audiencia: Remate en pública subasta y primera almoneda de bien inmueble. Fecha hora y lugar de audiencia: 27 veintisiete de septiembre de 2023 dos mil veintitrés, a las 11:00 once horas, en el Juzgado Cuarto de Jurisdicción Concurrente del Primer Distrito Judicial. Descripción del bien objeto del remate: LOTE DE TERRENO MARCADO CON EL NÚMERO 48 CUARENTA Y OCHO DE LA MANZANA 279 DOSCIENTOS SETENTA Y NUEVE DEL FRACCIONAMIENTO LOMAS DE HUINALA, SEGUNDO SECTOR DEL MUNICIPIO DE APODACA, NUEVO LEÓN, CON UNA SUPERFICIE TOTAL DE 96.00 M2 NOVENTA Y SEIS METROS CUADRADOS, Y CON LAS SIGUIENTES MEDIDAS Y COLINDANCIAS AL NOROESTE MIDE 16.00 DIECISÉIS METROS A COLINDAR CON EL LOTE NÚMERO 49 CUARENTA Y NUEVE, AL SURESTE MIDE 16.00 DIECISÉIS METROS A COLINDAR CON EL LOTE NÚMERO 47 CUARENTA Y SIETE. AL NOROESTE MIDE 6.00 SEIS METROS A COLINDAR CON LOS LOTES NÚMEROS 11 Y 12 ONCE Y DOCE Y AL SUROESTE MIDE 6.00 SEIS METROS A DAR FRENTE CON LA CALLE MONTE ETNA. LA MANZANA DE REFERENCIA SE ENCUENTRA CIRCUNDADA POR LAS CALLES DE: AL NOROESTE CON MONTE CARLO; AL SURESTE CON ERIDAN; AL NOROESTE CON MONTE PARNASO Y AL SUROESTE CON MONTE ETNA. EL TERRENO ANTES DESCRITO TIENE COMO MEJORAS QUE LE PERTENECEN Y FORMAN PARTE DEL MISMO, LA FINCA MARCADA CON EL NÚMERO 321, DE LA CALLE MONTE ETNA, DEL FRACCIONAMIENTO LOMAS DE HUINALA SEGUNDO SECTOR, EN APODACA, NUEVO LEÓN, Y COMPRENDE TODO CUANTO LE CORRESPONDE Y SE ENCUENTRA DENTRO DE LOS LINDEROS DEL TERRENO. Datos de inscripción: número 2639, volumen 67, libro 53, sección Propiedad, unidad Apodaca, de fecha 8 de junio de 2000. Titular y porcentaje de los bienes a rematar: El 100% cien por ciento de los derechos de propiedad que le corresponden a los codemandados Jesús René Rodríguez Morales y Myrna Rodríguez Contreras. Valor comercial: $611,000.00 (seiscientos mil pesos 00/100 moneda nacional) correspondiente al dictamen rendido por el perito designado por la parte actora, respecto del cual se tuvo por conforme a la parte demandada. Postura legal: $407,333.33 (cuatrocientos siete mil trescientos treinta y tres pesos 33/100 moneda nacional), que corresponde a las dos terceras partes del valor pericial que arroja el referido avalúo. Requisitos para participar: Los postores interesados deberán consignar el 10% diez por ciento de la suma que sirve como valor total de los derechos del inmueble objeto del remate, correspondiente a la cantidad de $61,100.00 (sesenta y un mil cien pesos 00/100 moneda nacional), mediante billete de depósito que será expedido por la Secretaría de Finanzas y Tesorería General del Estado, y de igual manera deberá presentar la cantidad que se ofrezca por el bien a rematar, sin cuyos requisitos no serán admitidos en dicha subasta; lo anterior de conformidad con lo dispuesto por los artículos 469, 470, 473, 474, 479, 480, 482 y demás relativos del Código Federal de Procedimientos Civiles, aplicado supletoriamente a la legislación mercantil y el 1411 del Código de Comercio aplicable al presente asunto. Publicidad.- Deberá publicarse 2 dos veces en el periódico "Milenio Diario Monterrey" o "El Norte" o "El Porvenir" o "Periódico ABC", a elección del actor, que se editan en esta Ciudad; en la inteligencia de que entre la primera y la segunda publicación, deberá mediar un lapso de nueve días, y entre la segunda publicación y la fecha del remate deberá mediar un plazo no menor de cinco días, de conformidad con el artículo 1411 del Código de Comercio. Datos del asunto: Expediente judicial 334/2015 relativo al juicio ejecutivo mercantil promovido por Miguel Rangel Infante en su carácter de endosatario en propiedad de Araceli Castillo Loera, en contra de Myrna Rodríguez Contreras, Jesús René Rodríguez Morales y Myrna Lizeth Rodríguez Rodríguez. Mayores informes: En la Secretaría del Juzgado. Monterrey, Nuevo León a 30 treinta de agosto de 2023 dos mil veintitrés. Doy Fe. — [237, 109, 418, 1024]
column-5 — [799, 99, 988, 2526]
notice-signature-line: SECRETARIO LÍDER DE LA COORDINACIÓN DE GESTIÓN JUDICIAL DE LOS JUZGADOS EN MATERIA FAMILIAR DEL DÉCIMO TERCER DISTRITO JUDICIAL DEL ESTADO — [991, 614, 1173, 654]
notice-signature-line: NOTARÍA PÚBLICA NÚMERO 54 — [1021, 857, 1144, 866]
notice-signature-line: VISM-530228-TW2 — [292, 1773, 362, 1782]
notice-place-date: Guadalupe, Nuevo León, a 21 de agosto de 2023. — [425, 796, 604, 805]
notice-signature-line: LIC. ALBERTO J. MARTÍNEZ GONZÁLEZ — [626, 330, 782, 340]
legal-notice — [425, 1880, 606, 2042]
notice-signature-line: SEGUNDO DISTRITO EN EL ESTADO. — [1010, 1584, 1154, 1593]
publication-dates: (1 y 11) — [1068, 411, 1096, 421]
notice-heading: AVISO NOTARIAL — [856, 958, 929, 968]
legal-notice — [425, 1464, 606, 1676]
legal-notice — [237, 1106, 418, 1288]
top-rule — [45, 92, 1176, 96]
notice-signature-line: TITULAR — [1064, 847, 1100, 856]
publication-dates: (1) — [510, 847, 521, 856]
publication-dates: (1 y 11) — [690, 351, 718, 360]
legal-notice — [614, 888, 795, 1180]
notice-heading: EDICTO — [122, 99, 155, 108]
notice-signature-line: VEPJ-770423-IH7 — [1049, 1079, 1115, 1088]
publication-dates: (1 y 11) — [502, 1859, 530, 1868]
notice-signature-line: RFC MOGG-760515-AF7 — [281, 1470, 373, 1479]
notice-signature-line: VAGB-850122-F25 — [858, 1958, 927, 1967]
publication-dates: (1 y 11) — [313, 1793, 341, 1802]
notice-signature-line: NOTARIO PÚBLICO SUPLENTE EN FUNCIONES — [637, 1129, 771, 1149]
notice-heading: AVISO NOTARIAL — [856, 635, 929, 645]
notice-place-date: San Pedro Garza García, Nuevo León, a 21 de Agosto de 2023 — [614, 898, 781, 918]
notice-body: SE HACE DEL CONOCIMIENTO DEL PUBLICO EN GENERAL QUE ANTE MI SE TRAMITA LA SUCESIÓN INTESTAMENTARIA DE MARTIN CORONADO PEREZ ACTUANDO los señores MARTIN GREGORIO CORONADO GARCÍA y ZOILA REYNA CORONADO GARCÍA COMO HEREDEROS Y REYNA GARCÍA COMO ALBACEA, Y QUIENES ME DECLARARON QUE ACEPTAN LA HERENCIA, Y RECONOCEN SUS DERECHOS HEREDITARIOS Y REYNA GARCÍA CRUZ, ACEPTA EL CARGO DE ALBACEA Y VA A PROCEDER A FORMAR EL INVENTARIO Y AVALÚO Y DE PROYECTO DE PARTICIÓN DE LA HERENCIA. MONTERREY, NUEVO LEON AGOSTO DE 2023. ATENTAMENTE — [991, 897, 1173, 1048]
legal-notice — [991, 432, 1173, 664]
notice-signature-line: LIC. JORGE ÁLVARO VERGARA PERALES — [1000, 1240, 1164, 1249]
notice-signature-line: JARP-790918-N53. — [668, 1514, 740, 1523]
publication-dates: (1 y 11) — [690, 604, 718, 613]
notice-signature-line: MACE-701104-IK5 — [293, 1267, 361, 1277]
notice-signature-line: LICENCIADO MANUEL ÁNGEL VILLALÓN SALAZAR — [436, 1109, 595, 1129]
notice-body: MEDIANTE ACTA NÚMERO 126/9,689/2023 DEFINIDO ANTE ESTA NOTARÍA PÚBLICA A MI CARGO CELSA GONZÁLEZ ACEPTANDO LA HERENCIA A BIENES DE LA SEÑORA FAUSTINA GARCÍA, SE DA A CONOCER POR DOS PUBLICACIONES QUE SE HARÁN DE DIEZ EN DIEZ DÍAS EN EL PERIÓDICO EL PORVENIR DE CONFORMIDAD CON LOS ARTÍCULOS 881 Y 882 DEL CÓDIGO DE PROCEDIMIENTOS CIVILES VIGENTE EN EL ESTADO. — [237, 1309, 418, 1418]
notice-heading: AVISO NOTARIAL — [668, 1191, 741, 1201]
legal-notice — [802, 1281, 983, 1573]
publication-dates: (1 y 11) — [1068, 876, 1096, 886]
notice-heading: EDICTO — [311, 1105, 344, 1115]
legal-notice — [614, 99, 795, 361]
notice-signature-line: GUAL-660104-NL2 — [669, 1160, 739, 1169]
notice-heading: AVISO NOTARIAL — [479, 382, 552, 392]
publication-dates: (1 y 11) — [879, 937, 907, 946]
notice-signature-line: LICENCIADO FEDERICO GARZA ARIZPE — [815, 907, 971, 916]
notice-heading: EDICTO — [499, 1686, 532, 1697]
column-1 — [45, 99, 234, 2526]
legal-notice — [802, 958, 983, 1270]
notice-heading: PERIODICO EL PORVENIR PRESENTE.- — [56, 1478, 221, 1488]
notice-signature-line: NOTARIO PÚBLICO NÚMERO (2) DOS — [632, 857, 777, 866]
legal-notice — [991, 1302, 1173, 1604]
notice-place-date: Monterrey, Nuevo León, a 8 de agosto de 2023. — [425, 1413, 595, 1422]
notice-signature-line: SÉPTIMO DISTRITO. — [477, 1150, 555, 1159]
notice-heading: AVISO NOTARIAL — [479, 1181, 552, 1191]
notice-body: Con esta fecha comparecieron ante esta Notaría Pública a mi cargo los señores SILVIA, OLGA, PATRICIA, HUMBERTO Y EDUARDO, todos de apellidos GONZALEZ VILLARREAL, exhibiéndome TESTAMENTO PUBLICO ABIERTO y PARTIDA DE DEFUNCION del señor ROGELIO GONZALEZ FLORES, expresándome las señoras OLGA, SILVIA, GLADIS, PATRICIA, HUMBERTO Y EDUARDO, todos de apellidos GONZALEZ VILLARREAL, que aceptan la herencia y reconocen sus derechos hereditarios, y que OLGA GONZALEZ VILLARREAL, acepta el cargo de ALBACEA conferido y protesta el fiel y leal desempeño del mismo, agregando que en su momento procederá a formular el Inventario y Avalúo de los bienes de la herencia. Publíquese el presente en el Periódico "El Porvenir" que se edita en esta Ciudad, dos veces de diez en diez días, de acuerdo con lo que establece la parte final del artículo (882) ochocientos ochenta y dos del Código de Procedimientos Civiles Vigente en el Estado. — [425, 1192, 606, 1412]
notice-heading: PUBLICACION NOTARIAL — [839, 99, 947, 108]
notice-heading: AVISO NOTARIAL — [668, 887, 741, 897]
notice-body: Cadereyta Jiménez, Nuevo León.- Ante el suscrito Notario Público, comparecieron los ciudadanos FERNANDO PIÑÓN RODRÍGUEZ y MARÍA SUSANA PIÑÓN RODRÍGUEZ, solicitando la Tramitación del PROCEDIMIENTO SUCESORIO DE INTESTADO EXTRAJUDICIAL ACUMULADO a bienes de la señora VICTORIA RODRÍGUEZ PICAZO y/o VICTORIA RODRÍGUEZ AVILÉS, en fecha 24 días del mes de Agosto de 2023, asentado bajo el Acta Fuera de Protocolo número (134/5873/2023), exhibiéndome el Acta de Defunción correspondiente, en el cual se nombra a los comparecientes como Únicos y Universales Herederos, manifestando que aceptan la herencia, se reconocen entre sí sus derechos hereditarios, y además al ciudadano FERNANDO PIÑÓN RODRÍGUEZ como Albacea de la sucesión quien a su vez procederá a formar el inventario de los Bienes. En cumplimiento de los artículos (881) ochocientos ochenta y uno y (882) ochocientos ochenta y dos del Código de Procedimientos Civiles vigente en el Estado se publica el presente aviso en uno de los periódicos de los de mayor circulación en el Estado, por (2) dos veces de (10) diez en (10) diez días. — [991, 1313, 1173, 1563]
notice-signature-line: SÉPTIMO DISTRITO. — [288, 1783, 366, 1792]
notice-body: Con fecha 18 de julio del 2023, se radicó en esta notaría a mi cargo el juicio sucesorio de intestado a bienes del señor EULALIO SANCHEZ CASAS habiendo comparecido la señora PATRICIA SALAS MARTINEZ y sus hijos SANDRA PATRICIA SANCHEZ SALAS y JOSE PATRICIO SANCHEZ SALAS, la primera como cónyuge y albacea y los últimos como herederos aceptando la herencia y el cargo de albacea respectivamente, manifestando que en su oportunidad formularán las operaciones de inventario y avalúo de los bienes de la herencia. Lo que se publica en esta forma y en dos ocasiones que se harán de diez en diez días en el diario El Porvenir que se edita en esta ciudad, conforme a lo dispuesto por el artículo 882 del Código de Procedimientos Civiles vigente en el Estado. — [802, 109, 983, 290]
notice-signature-line: NOTARIO PÚBLICO TITULAR No. 14 — [446, 1656, 585, 1665]
column-4 — [611, 99, 799, 2526]
notice-signature-line: LIC. OLIVIA ALEIDA SÁNCHEZ HERNÁNDEZ — [431, 1423, 601, 1432]
notice-signature-line: SEGUNDO DISTRITO EN EL ESTADO. — [821, 1250, 964, 1260]
publication-dates: (1 y 18) — [313, 1084, 341, 1094]
legal-notice — [991, 898, 1173, 1099]
bottom-rule — [45, 2528, 1176, 2530]
legal-notice — [614, 1191, 795, 1534]
page-number: 7 — [1155, 44, 1176, 91]
notice-signature-line: GONZALO HERNANDEZ VAZQUEZ. — [71, 1406, 206, 1415]
publication-dates: (1) — [1077, 654, 1088, 663]
notice-signature-line: NOTARÍA PÚBLICA NÚMERO 54 — [1021, 1260, 1144, 1270]
legal-notice — [48, 99, 229, 1467]
notice-signature-line: NOTARIO PÚBLICO NUMERO 139 — [828, 1947, 957, 1957]
publication-dates: (1 y 11) — [879, 1260, 907, 1270]
publication-dates: (1 y 11) — [502, 1665, 530, 1675]
legal-notice — [237, 99, 418, 1095]
legal-notice — [614, 625, 795, 877]
notice-signature-line: C. SECRETARIO DEL JUZGADO SEGUNDO DE LO FAMILIAR DEL TERCER DISTRITO JUDICIAL DEL ESTADO. — [426, 806, 605, 836]
notice-heading: PUBLICACION NOTARIAL — [273, 1299, 381, 1309]
notice-signature-line: LICENCIADO JORGE ÁLVARO VERGARA PERALES — [1003, 1048, 1162, 1068]
notice-signature-line: LIC. RAÚL RICARDO PEDRAZA RODRÍGUEZ — [619, 847, 790, 856]
publication-dates: (1 y 11) — [690, 1170, 718, 1179]
notice-body: Con fecha 11 de Agosto del 2023, se ha denunciado en esta Notaría, el JUICIO TESTAMENTARIO A BIENES DEL SEÑOR FRANCISCO LOPEZ ALTAMIRANO, mediante Acta fuera de Protocolo 095/165/2023 Con fundamento en lo dispuesto por el artículo 882, del Código Procedimientos Civiles para el Estado, se dé a conocer por medio de dos publicaciones que se harán de diez en diez días en el Periódico El Porvenir que se edita en Monterrey, Nuevo León. — [425, 1891, 606, 1990]
notice-signature-line: SEGUNDO DISTRITO EN EL ESTADO. — [1010, 1968, 1154, 1977]
notice-signature-line: LICENCIADO ABELARDO GONZÁLEZ RODRÍGUEZ — [1010, 594, 1155, 613]
notice-signature-line: NOTARIO PUBLICO NO. 28 — [841, 311, 944, 320]
notice-heading: AVISO NOTARIAL — [856, 1584, 929, 1595]
publication-dates: (1 y 11) — [502, 1160, 530, 1169]
notice-body: En fecha del (23) veintitrés del mes de agosto del año (2023) dos mil veintitrés, se radicó en esta Notaría a mi cargo, mediante el Acta Fuera de Protocolo Número (100/9,476/2023) el Juicio Sucesorio Intestamentario Notarial a bienes de la señora ROSA ALANIS SALAZAR, habiéndose presentado ante el Suscrito a denunciar dicho Juicio como Únicos y Universales Herederos a la señorita JUANA GUADALUPE RODRIGUEZ ALANIS y el señor ADRIAN ALEJANDRO RODRIGUEZ ALANIS y como Albacea a la señorita JUANA GUADALUPE RODRIGUEZ ALANIS, de los autores de la sucesión. Lo anterior se publica mediante este aviso por dos ocasiones de (10) diez en (10) diez días, en cumplimiento a lo dispuesto en el segundo párrafo del artículo (882) ochocientos ochenta y dos del Código de Procedimientos Civiles del Estado, convocándose a las personas que se consideren con derecho a la herencia, para que acudan a deducirlo dentro del término de (30) treinta días contados a partir de la publicación de este aviso. — [425, 879, 606, 1099]
notice-signature-line: NOTARIA PÚBLICA NÚMERO 73 — [454, 1433, 577, 1442]
legal-notice — [991, 1110, 1173, 1291]
logo-text: El Porvenir — [994, 49, 1154, 84]
notice-heading: AVISO NOTARIAL — [1045, 99, 1119, 108]
notice-place-date: Monterrey, N.L., a 23 de Agosto del 2023. — [48, 1489, 196, 1498]
legal-notice — [991, 1616, 1173, 1989]
publication-dates: (22 y 1) — [313, 1480, 341, 1489]
notice-body: Cadereyta Jiménez, Nuevo León.- Ante el suscrito Notario Público, comparecieron los ciudadanos ROMANA MALDONADO PORRAS, ISIDRA MALDONADO PORRAS y ESTEBAN MALDONADO PORRAS, solicitando la Tramitación del PROCEDIMIENTO SUCESORIO EXTRAJUDICIAL TESTAMENTARIO A BIENES DE JORGE MALDONADO PORRAS, en fecha 22 días del mes de Agosto de 2023, asentado bajo el Acta Fuera de Protocolo número (134/5748/2023), exhibiéndome el Acta de Defunción correspondiente y el Primer Testimonio del Testamento Público Abierto, en el cual se nombra a los comparecientes como Únicos y Universales Herederos, manifestando que aceptan la herencia, se reconocen entre sí sus derechos hereditarios, y además a la ciudadana ROMANA MALDONADO PORRAS como Albacea de la sucesión quien a su vez procederá a formar el inventario de los Bienes. En cumplimiento de los artículos (881) ochocientos ochenta y uno y (882) ochocientos ochenta y dos del Código de Procedimientos Civiles vigente en el Estado se publica el presente aviso en uno de los periódicos de los de mayor circulación en el Estado, por (2) dos veces de (10) diez en (10) diez días. — [802, 969, 983, 1229]
notice-body: Se ha denunciado con esta fecha 28 (veintiocho) de agosto del año 2023 (dos mil veintitrés) en esta Notaría a mi cargo, mediante Acta fuera de protocolo número 128/3517/2023, el Procedimiento Sucesorio Testamentario a bienes del señor SANTOS CÉSAR OLVERA CORTÉS, conforme a lo preceptuado por los artículos 881 (ochocientos ochenta y uno) y 882 (ochocientos ochenta y dos) del Código de Procedimientos Civiles vigente en el Estado, compareciendo en mi oficina NANCY UGARTE SANTOS, por su propio derecho como heredera, legataria y albacea, y en relación al Testamento Público Abierto otorgado por el señor SANTOS CÉSAR OLVERA CORTÉS, pasado ante la fe del Licenciado Rodolfo Montes García, quien fuera Notario Público Titular de esta Notaría Pública número 128, se reconocen entre si como herederos los señores NANCY UGARTE SANTOS, CÉSAR OLVERA JIMÉNEZ y YARISSY OLVERA JIMÉNEZ, y como albacea NANCY UGARTE SANTOS; Dándose a conocer estas declaraciones por medio de dos publicaciones que se harán de diez en diez días. Se publica este aviso en cumplimiento a lo preceptuado por el Artículo 882 (ochocientos ochenta y dos) del Código de Procedimientos Civiles vigente en el Estado. — [614, 1202, 795, 1472]
publication-dates: (1 y 11) — [690, 1524, 718, 1533]
notice-signature-line: LIC. MARIANO GERARDO MORALES GONZALEZ — [633, 563, 775, 583]
